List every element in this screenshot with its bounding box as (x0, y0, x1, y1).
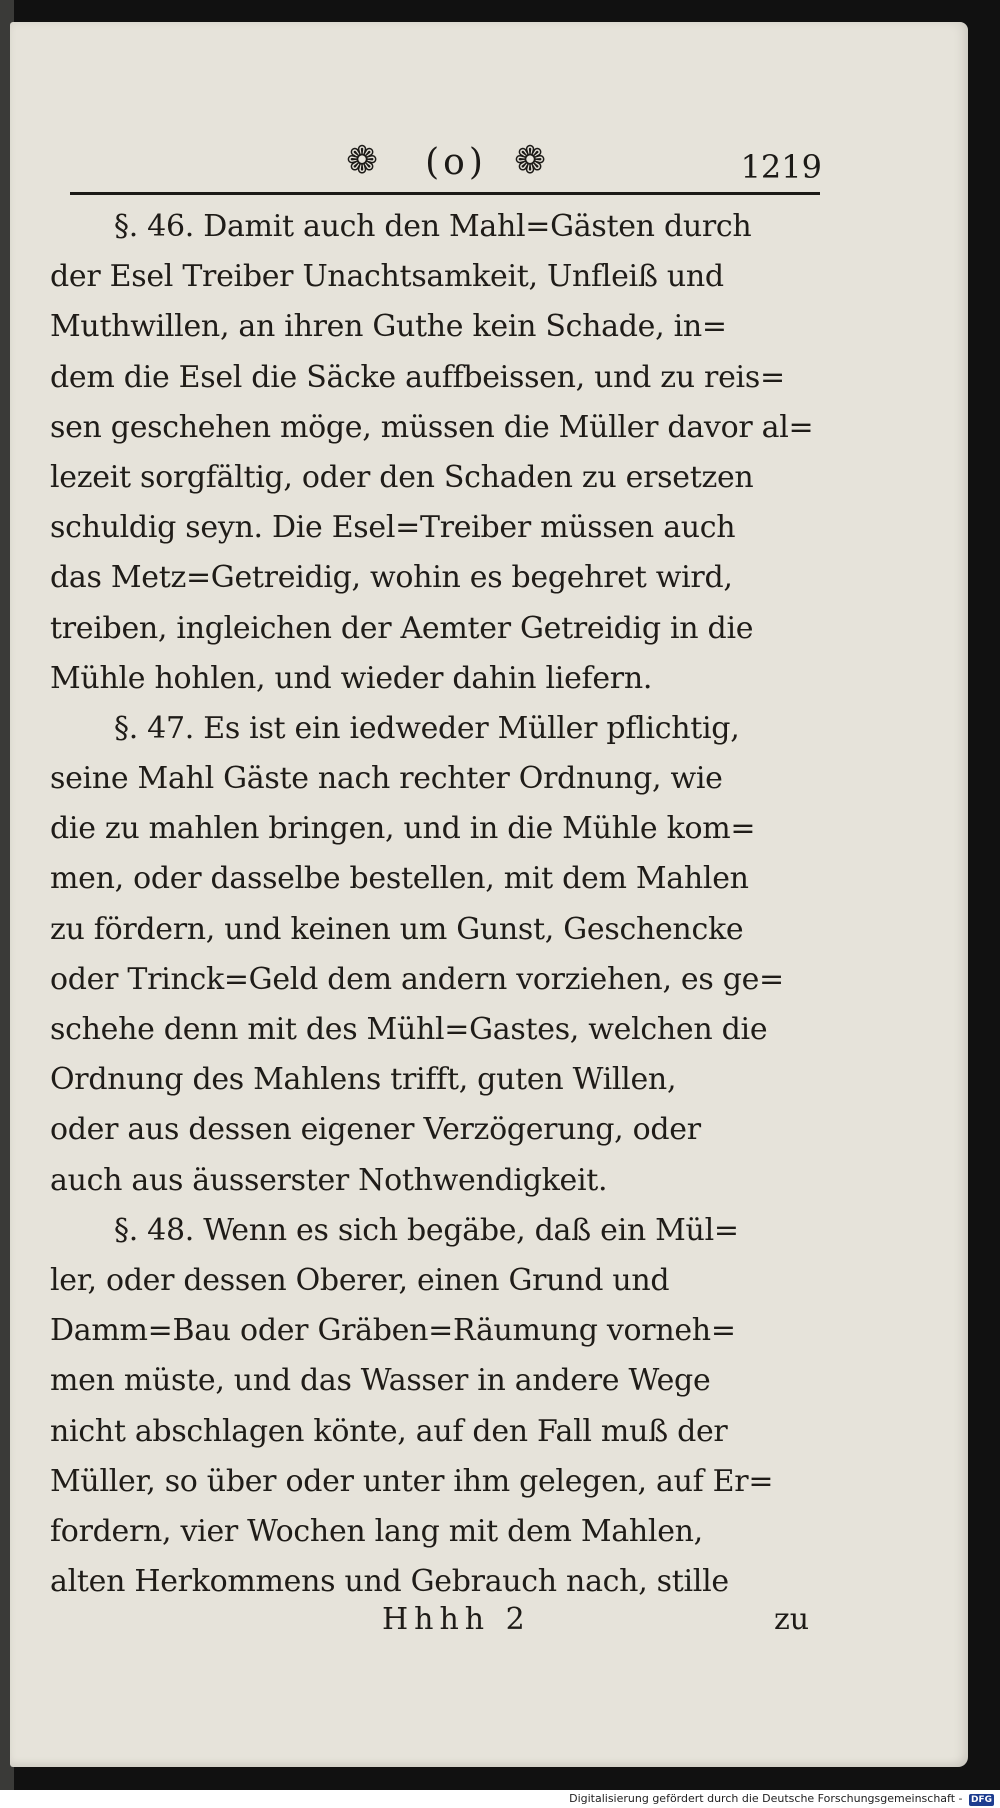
text-line: nicht abschlagen könte, auf den Fall muß der (50, 1413, 728, 1449)
book-page (10, 22, 968, 1767)
signature-mark: Hhhh 2 (382, 1602, 531, 1637)
text-line: §. 47. Es ist ein iedweder Müller pflichtig, (114, 710, 740, 746)
text-line: auch aus äusserster Nothwendigkeit. (50, 1162, 608, 1198)
dfg-logo: DFG (970, 1795, 992, 1805)
text-line: oder Trinck=Geld dem andern vorziehen, es ge= (50, 961, 784, 997)
page-header (60, 134, 820, 194)
text-line: das Metz=Getreidig, wohin es begehret wird, (50, 560, 733, 596)
text-line: dem die Esel die Säcke auffbeissen, und zu reis= (50, 359, 785, 395)
text-line: Müller, so über oder unter ihm gelegen, auf Er= (50, 1463, 774, 1499)
section-marker: (o) (425, 142, 487, 183)
digitization-credit (569, 1792, 994, 1806)
catchword: zu (774, 1602, 810, 1637)
text-line: oder aus dessen eigener Verzögerung, oder (50, 1112, 701, 1148)
body-text (50, 202, 818, 1607)
flower-ornament-left-icon: ❁ (346, 138, 378, 182)
text-line: lezeit sorgfältig, oder den Schaden zu ersetzen (50, 459, 754, 495)
text-line: sen geschehen möge, müssen die Müller davor al= (50, 409, 814, 445)
text-line: zu fördern, und keinen um Gunst, Geschencke (50, 911, 744, 947)
text-line: men, oder dasselbe bestellen, mit dem Mahlen (50, 861, 749, 897)
text-line: der Esel Treiber Unachtsamkeit, Unfleiß und (50, 259, 724, 295)
text-line: seine Mahl Gäste nach rechter Ordnung, wie (50, 761, 723, 797)
text-line: Mühle hohlen, und wieder dahin liefern. (50, 660, 653, 696)
text-line: Damm=Bau oder Gräben=Räumung vorneh= (50, 1313, 736, 1349)
text-line: alten Herkommens und Gebrauch nach, stille (50, 1564, 729, 1600)
text-line: die zu mahlen bringen, und in die Mühle kom= (50, 811, 756, 847)
credit-text: Digitalisierung gefördert durch die Deutsche Forschungsgemeinschaft - (569, 1792, 963, 1805)
text-line: Muthwillen, an ihren Guthe kein Schade, in= (50, 309, 727, 345)
text-line: ler, oder dessen Oberer, einen Grund und (50, 1262, 670, 1298)
text-line: Ordnung des Mahlens trifft, guten Willen, (50, 1062, 677, 1098)
text-line: schehe denn mit des Mühl=Gastes, welchen die (50, 1012, 768, 1047)
text-line: §. 48. Wenn es sich begäbe, daß ein Mül= (114, 1212, 739, 1248)
text-line: schuldig seyn. Die Esel=Treiber müssen auch (50, 510, 736, 546)
text-line: §. 46. Damit auch den Mahl=Gästen durch (114, 209, 752, 244)
text-line: treiben, ingleichen der Aemter Getreidig in die (50, 610, 754, 646)
flower-ornament-right-icon: ❁ (514, 138, 546, 182)
text-line: fordern, vier Wochen lang mit dem Mahlen, (50, 1513, 703, 1549)
header-rule (70, 192, 820, 195)
page-number: 1219 (740, 148, 822, 186)
text-line: men müste, und das Wasser in andere Wege (50, 1363, 711, 1399)
